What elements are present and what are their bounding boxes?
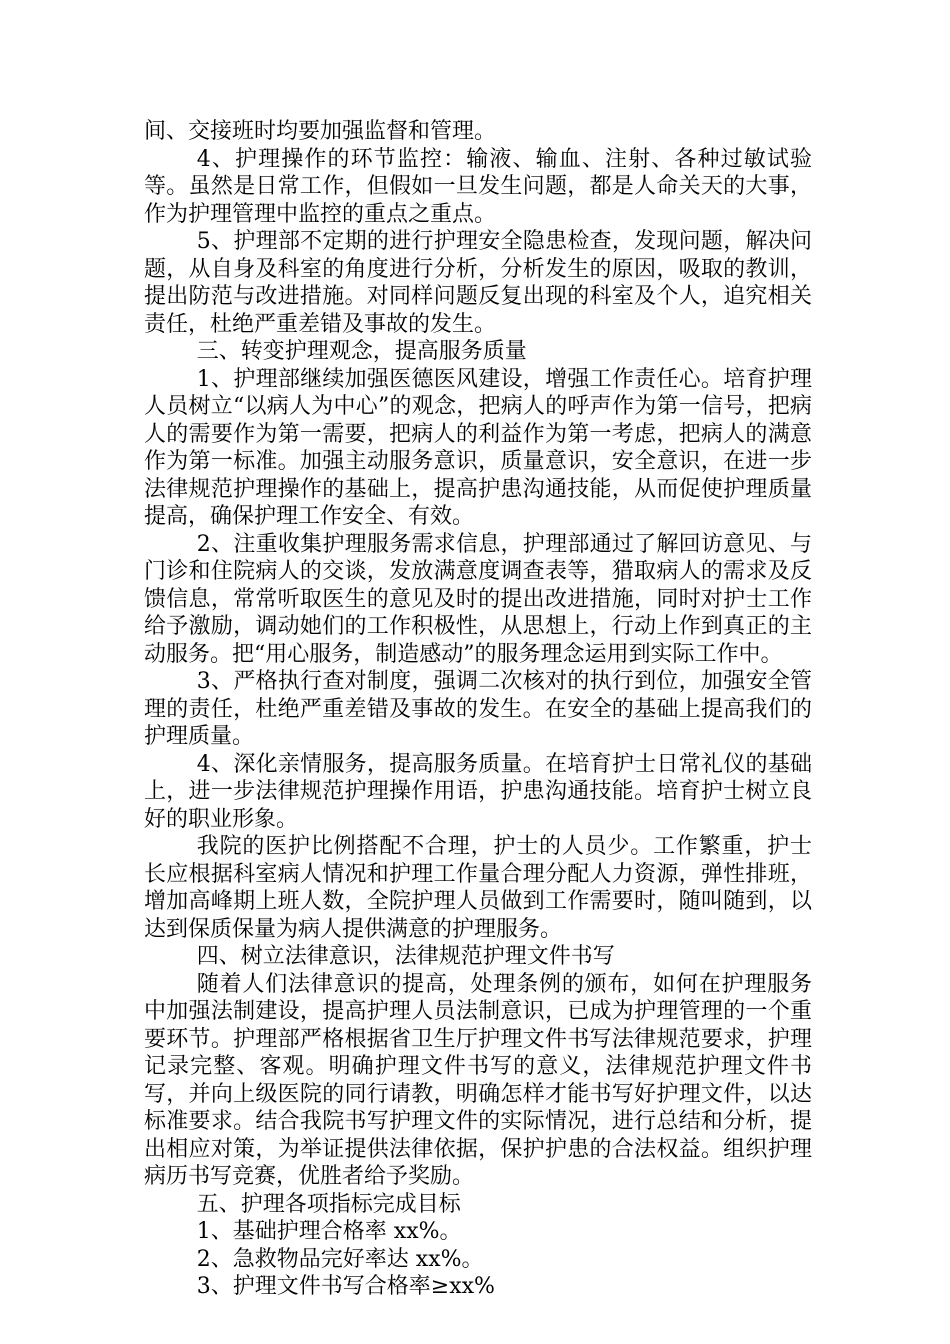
paragraph: 随着人们法律意识的提高，处理条例的颁布，如何在护理服务中加强法制建设，提高护理人员法制意识，已成为护理管理的一个重要环节。护理部严格根据省卫生厅护理文件书写法律规范要求，护理记录完整、客观。明确护理文件书写的意义，法律规范护理文件书写，并向上级医院的同行请教，明确怎样才能书写好护理文件，以达标准要求。结合我院书写护理文件的实际情况，进行总结和分析，提出相应对策，为举证提供法律依据，保护护患的合法权益。组织护理病历书写竞赛，优胜者给予奖励。 — [144, 971, 812, 1189]
section-heading: 三、转变护理观念，提高服务质量 — [196, 339, 527, 364]
paragraph: 间、交接班时均要加强监督和管理。 — [144, 119, 497, 144]
document-body — [144, 118, 812, 1301]
paragraph: 2、注重收集护理服务需求信息，护理部通过了解回访意见、与门诊和住院病人的交谈，发放满意度调查表等，猎取病人的需求及反馈信息，常常听取医生的意见及时的提出改进措施，同时对护士工作给予激励，调动她们的工作积极性，从思想上，行动上作到真正的主动服务。把“用心服务，制造感动”的服务理念运用到实际工作中。 — [144, 531, 812, 667]
list-item: 1、基础护理合格率 xx%。 — [196, 1219, 462, 1244]
paragraph: 4、深化亲情服务，提高服务质量。在培育护士日常礼仪的基础上，进一步法律规范护理操作用语，护患沟通技能。培育护士树立良好的职业形象。 — [144, 751, 812, 832]
list-item: 3、护理文件书写合格率≥xx% — [196, 1274, 495, 1299]
section-heading: 五、护理各项指标完成目标 — [196, 1191, 461, 1217]
paragraph: 4、护理操作的环节监控：输液、输血、注射、各种过敏试验等。虽然是日常工作，但假如一旦发生问题，都是人命关天的大事，作为护理管理中监控的重点之重点。 — [144, 146, 812, 227]
paragraph: 5、护理部不定期的进行护理安全隐患检查，发现问题，解决问题，从自身及科室的角度进行分析，分析发生的原因，吸取的教训，提出防范与改进措施。对同样问题反复出现的科室及个人，追究相关责任，杜绝严重差错及事故的发生。 — [144, 229, 812, 337]
list-item: 2、急救物品完好率达 xx%。 — [196, 1246, 484, 1272]
paragraph: 我院的医护比例搭配不合理，护士的人员少。工作繁重，护士长应根据科室病人情况和护理工作量合理分配人力资源，弹性排班，增加高峰期上班人数，全院护理人员做到工作需要时，随叫随到，以达到保质保量为病人提供满意的护理服务。 — [144, 834, 812, 942]
section-heading: 四、树立法律意识，法律规范护理文件书写 — [196, 944, 615, 969]
paragraph: 3、严格执行查对制度，强调二次核对的执行到位，加强安全管理的责任，杜绝严重差错及事故的发生。在安全的基础上提高我们的护理质量。 — [144, 669, 812, 749]
paragraph: 1、护理部继续加强医德医风建设，增强工作责任心。培育护理人员树立“以病人为中心”的观念，把病人的呼声作为第一信号，把病人的需要作为第一需要，把病人的利益作为第一考虑，把病人的满意作为第一标准。加强主动服务意识，质量意识，安全意识，在进一步法律规范护理操作的基础上，提高护患沟通技能，从而促使护理质量提高，确保护理工作安全、有效。 — [144, 366, 812, 529]
